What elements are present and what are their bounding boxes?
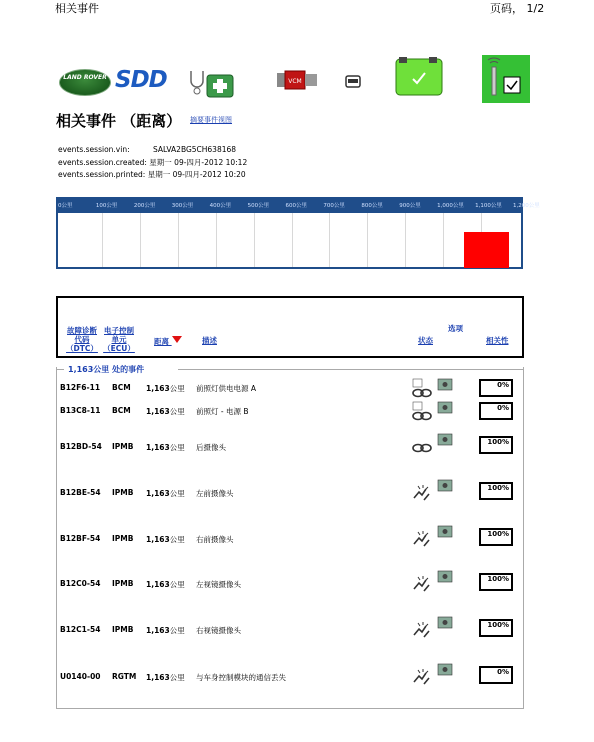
timeline-tick-label: 900公里 [399, 203, 421, 209]
event-description: 后摄像头 [196, 443, 226, 452]
event-row[interactable] [56, 438, 524, 462]
ecu-name: BCM [112, 406, 131, 415]
event-description: 左视镜摄像头 [196, 580, 241, 589]
sort-down-icon [172, 336, 182, 344]
col-relevance[interactable]: 相关性 [486, 336, 509, 345]
event-row[interactable] [56, 668, 524, 692]
relevance-box: 100% [479, 573, 513, 591]
timeline-tick-label: 400公里 [209, 203, 232, 209]
timeline-gridline [443, 213, 444, 267]
timeline-gridline [178, 213, 179, 267]
col-dtc[interactable]: 故障诊断代码（DTC） [66, 326, 98, 353]
svg-text:VCM: VCM [288, 78, 302, 85]
timeline-gridline [292, 213, 293, 267]
status-icon[interactable] [412, 615, 456, 639]
event-description: 左前摄像头 [196, 489, 234, 498]
event-description: 与车身控制模块的通信丢失 [196, 673, 286, 682]
toolbar-logos [55, 55, 535, 110]
summary-view-link[interactable]: 摘要事件视图 [190, 116, 232, 124]
event-distance: 1,163公里 [146, 580, 185, 589]
event-distance: 1,163公里 [146, 384, 185, 393]
relevance-box: 100% [479, 528, 513, 546]
event-row[interactable] [56, 575, 524, 599]
timeline-tick-label: 600公里 [285, 203, 307, 209]
dtc-code: B12BF-54 [60, 534, 101, 543]
relevance-box: 0% [479, 379, 513, 397]
medical-kit-icon[interactable] [187, 67, 237, 99]
power-supply-icon[interactable] [395, 55, 445, 99]
timeline-gridline [367, 213, 368, 267]
group-label: 1,163公里 处的事件 [68, 365, 145, 374]
dtc-code: B12BD-54 [60, 442, 102, 451]
event-row[interactable] [56, 621, 524, 645]
dtc-code: B13C8-11 [60, 406, 101, 415]
relevance-box: 100% [479, 436, 513, 454]
status-icon[interactable] [412, 524, 456, 548]
dtc-code: U0140-00 [60, 672, 101, 681]
ecu-name: IPMB [112, 442, 134, 451]
relevance-box: 0% [479, 666, 513, 684]
dtc-code: B12C0-54 [60, 579, 101, 588]
status-icon[interactable] [412, 662, 456, 686]
ecu-name: IPMB [112, 534, 134, 543]
timeline-gridline [329, 213, 330, 267]
event-marker[interactable] [464, 232, 509, 268]
timeline-tick-label: 700公里 [323, 203, 345, 209]
ecu-name: BCM [112, 383, 131, 392]
meta-printed: events.session.printed: 星期一 09-四月-2012 10:20 [58, 170, 246, 179]
timeline-tick-label: 300公里 [171, 203, 194, 209]
page-number: 页码， 1/2 [490, 2, 545, 15]
status-icon[interactable] [412, 400, 456, 424]
col-options: 选项 [448, 324, 463, 333]
dtc-code: B12BE-54 [60, 488, 101, 497]
event-description: 右前摄像头 [196, 535, 234, 544]
dtc-code: B12C1-54 [60, 625, 101, 634]
timeline-tick-label: 800公里 [361, 203, 383, 209]
dtc-code: B12F6-11 [60, 383, 101, 392]
relevance-box: 100% [479, 619, 513, 637]
col-description[interactable]: 描述 [202, 336, 217, 345]
timeline-tick-label: 200公里 [133, 203, 156, 209]
event-distance: 1,163公里 [146, 489, 185, 498]
status-icon[interactable] [412, 478, 456, 502]
vci-device-icon[interactable] [275, 69, 321, 93]
distance-timeline[interactable] [56, 197, 540, 269]
status-icon[interactable] [412, 569, 456, 593]
ecu-name: RGTM [112, 672, 137, 681]
timeline-gridline [102, 213, 103, 267]
event-description: 前照灯供电电源 A [196, 384, 257, 393]
col-distance[interactable]: 距离 [154, 336, 182, 346]
timeline-tick-label: 1,200公里 [513, 203, 540, 209]
timeline-tick-label: 100公里 [95, 203, 118, 209]
battery-icon[interactable] [345, 73, 361, 89]
event-distance: 1,163公里 [146, 443, 185, 452]
meta-vin: events.session.vin: SALVA2BG5CH638168 [58, 145, 237, 154]
event-row[interactable] [56, 530, 524, 554]
wireless-checklist-icon[interactable] [482, 55, 530, 103]
event-distance: 1,163公里 [146, 673, 185, 682]
col-ecu[interactable]: 电子控制单元（ECU） [103, 326, 135, 353]
timeline-tick-label: 1,000公里 [437, 203, 464, 209]
event-description: 右视镜摄像头 [196, 626, 241, 635]
status-icon[interactable] [412, 432, 456, 456]
relevance-box: 100% [479, 482, 513, 500]
col-status[interactable]: 状态 [418, 336, 433, 345]
relevance-box: 0% [479, 402, 513, 420]
group-line-left [56, 369, 64, 370]
group-line-right [178, 369, 524, 370]
land-rover-logo: LAND ROVER [59, 69, 111, 96]
ecu-name: IPMB [112, 488, 134, 497]
timeline-gridline [140, 213, 141, 267]
timeline-tick-label: 1,100公里 [475, 203, 502, 209]
timeline-tick-label: 0公里 [58, 203, 73, 209]
page-header-title: 相关事件 [55, 2, 99, 15]
table-header [56, 296, 524, 358]
timeline-tick-label: 500公里 [247, 203, 270, 209]
event-distance: 1,163公里 [146, 407, 185, 416]
sdd-logo: SDD [115, 67, 167, 93]
event-row[interactable] [56, 484, 524, 508]
event-description: 前照灯 - 电源 B [196, 407, 249, 416]
status-icon[interactable] [412, 377, 456, 401]
timeline-gridline [405, 213, 406, 267]
event-distance: 1,163公里 [146, 626, 185, 635]
event-distance: 1,163公里 [146, 535, 185, 544]
page-title: 相关事件 （距离） [56, 112, 182, 130]
timeline-gridline [254, 213, 255, 267]
meta-created: events.session.created: 星期一 09-四月-2012 10:12 [58, 158, 248, 167]
ecu-name: IPMB [112, 579, 134, 588]
event-row[interactable] [56, 406, 524, 426]
timeline-gridline [216, 213, 217, 267]
ecu-name: IPMB [112, 625, 134, 634]
